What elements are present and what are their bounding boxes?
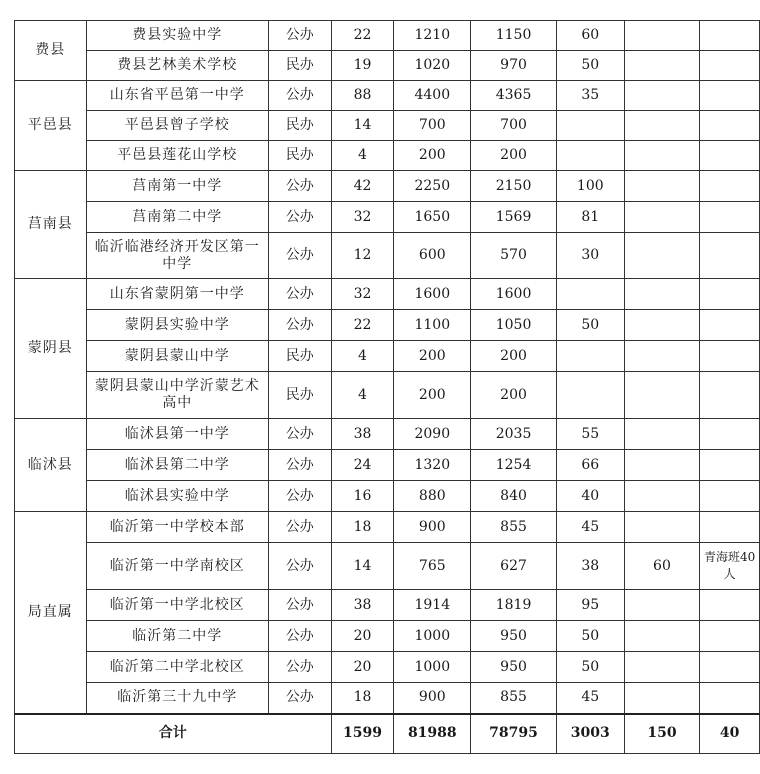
remark-cell xyxy=(700,279,760,310)
school-name-cell: 蒙阴县实验中学 xyxy=(86,310,268,341)
class-count-cell: 38 xyxy=(331,419,394,450)
school-name-cell: 临沂第一中学北校区 xyxy=(86,590,268,621)
extra-plan-cell xyxy=(624,21,700,51)
plan-special-cell: 45 xyxy=(556,512,624,543)
plan-unified-cell: 2035 xyxy=(471,419,557,450)
school-type-cell: 公办 xyxy=(269,279,332,310)
plan-total-cell: 765 xyxy=(394,543,471,590)
table-row xyxy=(15,419,760,450)
plan-special-cell: 50 xyxy=(556,621,624,652)
remark-cell xyxy=(700,372,760,419)
plan-special-cell: 100 xyxy=(556,171,624,202)
plan-total-cell: 900 xyxy=(394,512,471,543)
remark-cell xyxy=(700,621,760,652)
total-c1-cell: 1599 xyxy=(331,714,394,754)
total-label-cell: 合计 xyxy=(15,714,332,754)
plan-unified-cell: 1150 xyxy=(471,21,557,51)
table-row xyxy=(15,481,760,512)
extra-plan-cell xyxy=(624,81,700,111)
school-name-cell: 临沂临港经济开发区第一中学 xyxy=(86,233,268,279)
school-type-cell: 民办 xyxy=(269,51,332,81)
class-count-cell: 4 xyxy=(331,141,394,171)
school-type-cell: 公办 xyxy=(269,683,332,714)
extra-plan-cell xyxy=(624,419,700,450)
remark-cell xyxy=(700,683,760,714)
school-name-cell: 蒙阴县蒙山中学沂蒙艺术高中 xyxy=(86,372,268,419)
school-type-cell: 民办 xyxy=(269,341,332,372)
plan-unified-cell: 1819 xyxy=(471,590,557,621)
plan-total-cell: 1000 xyxy=(394,652,471,683)
plan-total-cell: 2090 xyxy=(394,419,471,450)
remark-cell xyxy=(700,481,760,512)
plan-special-cell: 38 xyxy=(556,543,624,590)
class-count-cell: 22 xyxy=(331,21,394,51)
plan-unified-cell: 4365 xyxy=(471,81,557,111)
remark-cell xyxy=(700,21,760,51)
total-row xyxy=(15,714,760,754)
extra-plan-cell xyxy=(624,512,700,543)
county-cell-linshu: 临沭县 xyxy=(15,419,87,512)
remark-cell: 青海班40人 xyxy=(700,543,760,590)
plan-unified-cell: 2150 xyxy=(471,171,557,202)
plan-unified-cell: 627 xyxy=(471,543,557,590)
school-name-cell: 临沂第一中学校本部 xyxy=(86,512,268,543)
remark-cell xyxy=(700,233,760,279)
extra-plan-cell xyxy=(624,450,700,481)
remark-cell xyxy=(700,171,760,202)
school-name-cell: 山东省平邑第一中学 xyxy=(86,81,268,111)
school-name-cell: 临沭县实验中学 xyxy=(86,481,268,512)
plan-special-cell xyxy=(556,111,624,141)
table-row xyxy=(15,621,760,652)
plan-special-cell: 81 xyxy=(556,202,624,233)
plan-special-cell: 60 xyxy=(556,21,624,51)
plan-total-cell: 200 xyxy=(394,141,471,171)
total-c3-cell: 78795 xyxy=(471,714,557,754)
plan-total-cell: 700 xyxy=(394,111,471,141)
table-row xyxy=(15,310,760,341)
table-row xyxy=(15,51,760,81)
extra-plan-cell xyxy=(624,233,700,279)
class-count-cell: 38 xyxy=(331,590,394,621)
class-count-cell: 14 xyxy=(331,111,394,141)
table-row xyxy=(15,652,760,683)
class-count-cell: 42 xyxy=(331,171,394,202)
class-count-cell: 88 xyxy=(331,81,394,111)
plan-unified-cell: 950 xyxy=(471,621,557,652)
extra-plan-cell xyxy=(624,51,700,81)
plan-unified-cell: 200 xyxy=(471,141,557,171)
extra-plan-cell xyxy=(624,310,700,341)
remark-cell xyxy=(700,310,760,341)
plan-special-cell: 55 xyxy=(556,419,624,450)
class-count-cell: 19 xyxy=(331,51,394,81)
table-row xyxy=(15,512,760,543)
plan-unified-cell: 200 xyxy=(471,341,557,372)
county-cell-junan: 莒南县 xyxy=(15,171,87,279)
school-name-cell: 临沂第二中学北校区 xyxy=(86,652,268,683)
school-type-cell: 公办 xyxy=(269,512,332,543)
remark-cell xyxy=(700,512,760,543)
extra-plan-cell xyxy=(624,341,700,372)
plan-total-cell: 1650 xyxy=(394,202,471,233)
plan-unified-cell: 1569 xyxy=(471,202,557,233)
remark-cell xyxy=(700,81,760,111)
plan-unified-cell: 840 xyxy=(471,481,557,512)
plan-unified-cell: 1050 xyxy=(471,310,557,341)
plan-special-cell: 50 xyxy=(556,652,624,683)
class-count-cell: 32 xyxy=(331,279,394,310)
extra-plan-cell xyxy=(624,141,700,171)
extra-plan-cell xyxy=(624,652,700,683)
remark-cell xyxy=(700,450,760,481)
school-name-cell: 临沭县第二中学 xyxy=(86,450,268,481)
extra-plan-cell xyxy=(624,590,700,621)
plan-special-cell: 35 xyxy=(556,81,624,111)
school-name-cell: 蒙阴县蒙山中学 xyxy=(86,341,268,372)
extra-plan-cell xyxy=(624,279,700,310)
plan-total-cell: 1210 xyxy=(394,21,471,51)
plan-special-cell xyxy=(556,141,624,171)
plan-unified-cell: 1600 xyxy=(471,279,557,310)
remark-cell xyxy=(700,652,760,683)
enrollment-table xyxy=(14,20,760,754)
plan-unified-cell: 700 xyxy=(471,111,557,141)
school-type-cell: 公办 xyxy=(269,590,332,621)
county-cell-feixian: 费县 xyxy=(15,21,87,81)
plan-special-cell: 50 xyxy=(556,51,624,81)
class-count-cell: 20 xyxy=(331,621,394,652)
remark-cell xyxy=(700,202,760,233)
plan-special-cell: 45 xyxy=(556,683,624,714)
extra-plan-cell xyxy=(624,171,700,202)
plan-total-cell: 4400 xyxy=(394,81,471,111)
school-name-cell: 临沂第二中学 xyxy=(86,621,268,652)
table-row xyxy=(15,279,760,310)
plan-total-cell: 1914 xyxy=(394,590,471,621)
total-c5-cell: 150 xyxy=(624,714,700,754)
plan-unified-cell: 855 xyxy=(471,683,557,714)
total-c4-cell: 3003 xyxy=(556,714,624,754)
plan-total-cell: 600 xyxy=(394,233,471,279)
extra-plan-cell: 60 xyxy=(624,543,700,590)
extra-plan-cell xyxy=(624,621,700,652)
school-type-cell: 公办 xyxy=(269,652,332,683)
table-row xyxy=(15,171,760,202)
school-type-cell: 公办 xyxy=(269,481,332,512)
county-cell-direct: 局直属 xyxy=(15,512,87,714)
county-cell-pingyi: 平邑县 xyxy=(15,81,87,171)
plan-unified-cell: 855 xyxy=(471,512,557,543)
table-row xyxy=(15,543,760,590)
extra-plan-cell xyxy=(624,683,700,714)
plan-total-cell: 1600 xyxy=(394,279,471,310)
table-row xyxy=(15,202,760,233)
remark-cell xyxy=(700,341,760,372)
table-row xyxy=(15,21,760,51)
plan-special-cell xyxy=(556,279,624,310)
total-c2-cell: 81988 xyxy=(394,714,471,754)
school-name-cell: 费县实验中学 xyxy=(86,21,268,51)
plan-special-cell: 30 xyxy=(556,233,624,279)
plan-total-cell: 2250 xyxy=(394,171,471,202)
total-c6-cell: 40 xyxy=(700,714,760,754)
school-type-cell: 公办 xyxy=(269,233,332,279)
table-row xyxy=(15,450,760,481)
school-type-cell: 公办 xyxy=(269,621,332,652)
school-type-cell: 公办 xyxy=(269,171,332,202)
table-row xyxy=(15,683,760,714)
plan-total-cell: 1000 xyxy=(394,621,471,652)
school-type-cell: 公办 xyxy=(269,543,332,590)
class-count-cell: 24 xyxy=(331,450,394,481)
class-count-cell: 16 xyxy=(331,481,394,512)
plan-total-cell: 1020 xyxy=(394,51,471,81)
class-count-cell: 4 xyxy=(331,341,394,372)
class-count-cell: 4 xyxy=(331,372,394,419)
plan-special-cell: 66 xyxy=(556,450,624,481)
class-count-cell: 22 xyxy=(331,310,394,341)
remark-cell xyxy=(700,419,760,450)
school-name-cell: 临沭县第一中学 xyxy=(86,419,268,450)
plan-total-cell: 1320 xyxy=(394,450,471,481)
table-row xyxy=(15,233,760,279)
table-row xyxy=(15,111,760,141)
class-count-cell: 18 xyxy=(331,512,394,543)
plan-special-cell xyxy=(556,341,624,372)
class-count-cell: 14 xyxy=(331,543,394,590)
extra-plan-cell xyxy=(624,372,700,419)
table-row xyxy=(15,81,760,111)
table-row xyxy=(15,372,760,419)
plan-total-cell: 1100 xyxy=(394,310,471,341)
plan-special-cell xyxy=(556,372,624,419)
plan-total-cell: 880 xyxy=(394,481,471,512)
table-row xyxy=(15,141,760,171)
plan-unified-cell: 970 xyxy=(471,51,557,81)
school-type-cell: 公办 xyxy=(269,202,332,233)
remark-cell xyxy=(700,111,760,141)
enrollment-table-container xyxy=(14,20,760,754)
school-type-cell: 公办 xyxy=(269,450,332,481)
extra-plan-cell xyxy=(624,111,700,141)
school-type-cell: 公办 xyxy=(269,310,332,341)
school-name-cell: 临沂第一中学南校区 xyxy=(86,543,268,590)
remark-cell xyxy=(700,51,760,81)
school-type-cell: 民办 xyxy=(269,141,332,171)
school-name-cell: 山东省蒙阴第一中学 xyxy=(86,279,268,310)
extra-plan-cell xyxy=(624,202,700,233)
table-row xyxy=(15,341,760,372)
extra-plan-cell xyxy=(624,481,700,512)
plan-special-cell: 50 xyxy=(556,310,624,341)
plan-unified-cell: 950 xyxy=(471,652,557,683)
school-type-cell: 公办 xyxy=(269,419,332,450)
plan-total-cell: 200 xyxy=(394,372,471,419)
school-name-cell: 费县艺林美术学校 xyxy=(86,51,268,81)
school-type-cell: 公办 xyxy=(269,21,332,51)
plan-special-cell: 95 xyxy=(556,590,624,621)
county-cell-mengyin: 蒙阴县 xyxy=(15,279,87,419)
school-name-cell: 莒南第二中学 xyxy=(86,202,268,233)
plan-special-cell: 40 xyxy=(556,481,624,512)
class-count-cell: 12 xyxy=(331,233,394,279)
table-row xyxy=(15,590,760,621)
class-count-cell: 32 xyxy=(331,202,394,233)
school-type-cell: 民办 xyxy=(269,111,332,141)
plan-unified-cell: 200 xyxy=(471,372,557,419)
remark-cell xyxy=(700,590,760,621)
school-name-cell: 平邑县莲花山学校 xyxy=(86,141,268,171)
class-count-cell: 20 xyxy=(331,652,394,683)
school-type-cell: 公办 xyxy=(269,81,332,111)
plan-total-cell: 900 xyxy=(394,683,471,714)
school-type-cell: 民办 xyxy=(269,372,332,419)
class-count-cell: 18 xyxy=(331,683,394,714)
plan-total-cell: 200 xyxy=(394,341,471,372)
plan-unified-cell: 570 xyxy=(471,233,557,279)
plan-unified-cell: 1254 xyxy=(471,450,557,481)
school-name-cell: 平邑县曾子学校 xyxy=(86,111,268,141)
remark-cell xyxy=(700,141,760,171)
school-name-cell: 莒南第一中学 xyxy=(86,171,268,202)
school-name-cell: 临沂第三十九中学 xyxy=(86,683,268,714)
